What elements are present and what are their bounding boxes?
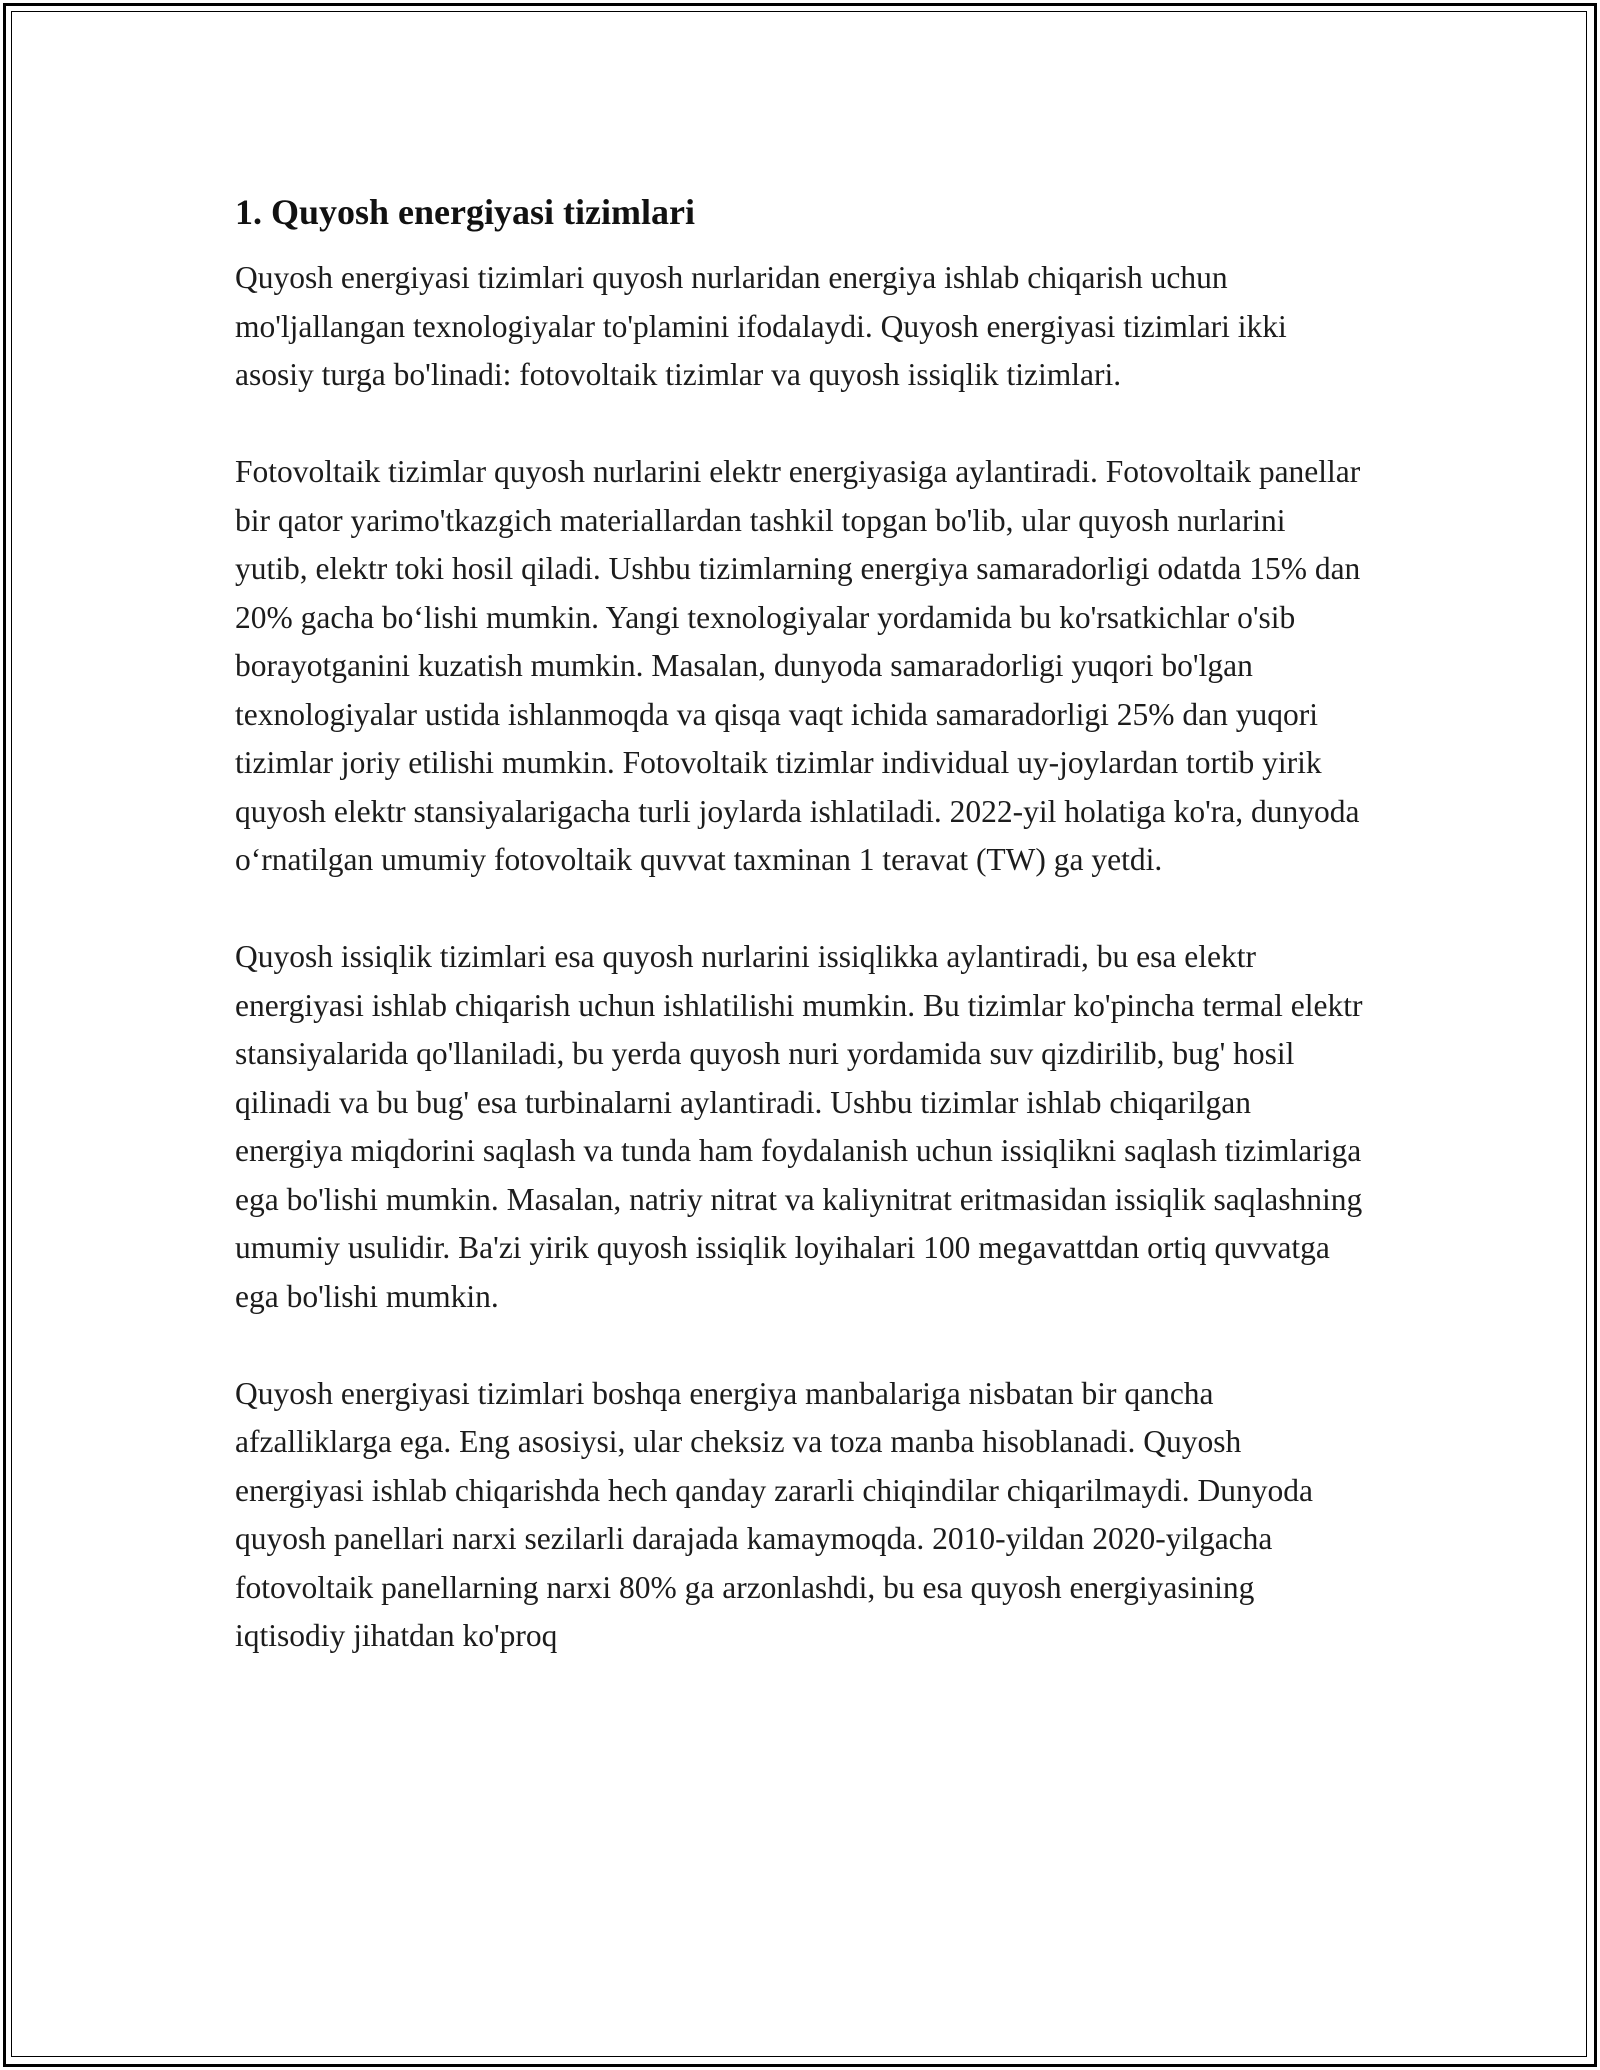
paragraph-solar-thermal: Quyosh issiqlik tizimlari esa quyosh nurlarini issiqlikka aylantiradi, bu esa elektr energiyasi ishlab chiqarish uchun ishlatilishi mumkin. Bu tizimlar ko'pincha termal elektr stansiyalarida qo'llaniladi, bu yerda quyosh nuri yordamida suv qizdirilib, bug' hosil qilinadi va bu bug' esa turbinalarni aylantiradi. Ushbu tizimlar ishlab chiqarilgan energiya miqdorini saqlash va tunda ham foydalanish uchun issiqlikni saqlash tizimlariga ega bo'lishi mumkin. Masalan, natriy nitrat va kaliynitrat eritmasidan issiqlik saqlashning umumiy usulidir. Ba'zi yirik quyosh issiqlik loyihalari 100 megavattdan ortiq quvvatga ega bo'lishi mumkin.	[235, 939, 1363, 1314]
paragraph-photovoltaic: Fotovoltaik tizimlar quyosh nurlarini elektr energiyasiga aylantiradi. Fotovoltaik panellar bir qator yarimo'tkazgich materiallardan tashkil topgan bo'lib, ular quyosh nurlarini yutib, elektr toki hosil qiladi. Ushbu tizimlarning energiya samaradorligi odatda 15% dan 20% gacha bo‘lishi mumkin. Yangi texnologiyalar yordamida bu ko'rsatkichlar o'sib borayotganini kuzatish mumkin. Masalan, dunyoda samaradorligi yuqori bo'lgan texnologiyalar ustida ishlanmoqda va qisqa vaqt ichida samaradorligi 25% dan yuqori tizimlar joriy etilishi mumkin. Fotovoltaik tizimlar individual uy-joylardan tortib yirik quyosh elektr stansiyalarigacha turli joylarda ishlatiladi. 2022-yil holatiga ko'ra, dunyoda o‘rnatilgan umumiy fotovoltaik quvvat taxminan 1 teravat (TW) ga yetdi.	[235, 454, 1361, 877]
document-body	[235, 188, 1365, 1709]
paragraph-advantages: Quyosh energiyasi tizimlari boshqa energiya manbalariga nisbatan bir qancha afzalliklarga ega. Eng asosiysi, ular cheksiz va toza manba hisoblanadi. Quyosh energiyasi ishlab chiqarishda hech qanday zararli chiqindilar chiqarilmaydi. Dunyoda quyosh panellari narxi sezilarli darajada kamaymoqda. 2010-yildan 2020-yilgacha fotovoltaik panellarning narxi 80% ga arzonlashdi, bu esa quyosh energiyasining iqtisodiy jihatdan ko'proq	[235, 1375, 1313, 1653]
paragraph-intro: Quyosh energiyasi tizimlari quyosh nurlaridan energiya ishlab chiqarish uchun mo'ljallangan texnologiyalar to'plamini ifodalaydi. Quyosh energiyasi tizimlari ikki asosiy turga bo'linadi: fotovoltaik tizimlar va quyosh issiqlik tizimlari.	[235, 260, 1287, 392]
section-heading: 1. Quyosh energiyasi tizimlari	[235, 192, 695, 232]
